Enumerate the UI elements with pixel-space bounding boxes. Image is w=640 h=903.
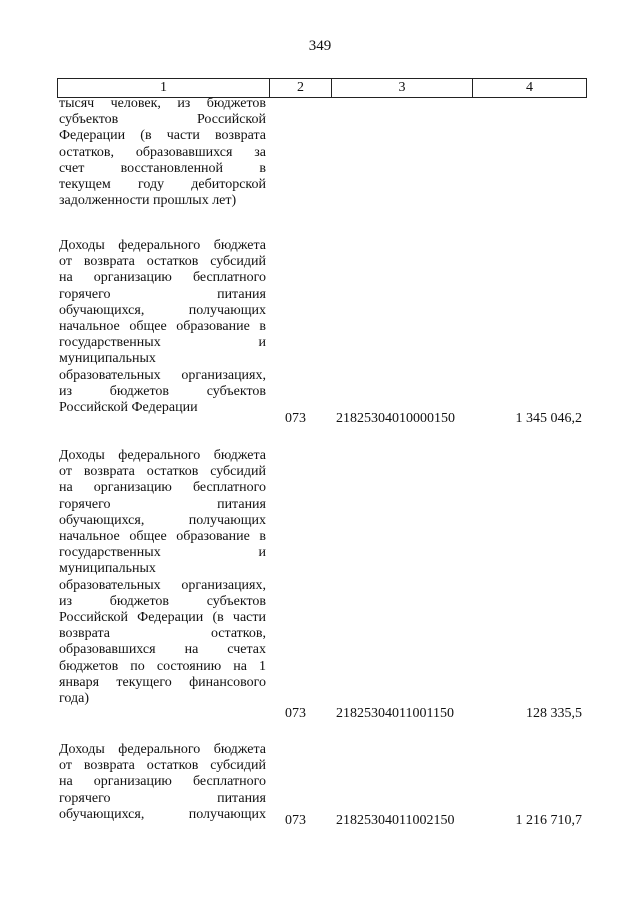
description-line: муниципальных (59, 561, 156, 577)
description-line: из бюджетов субъектов (59, 593, 266, 609)
description-line: образовавшихся на счетах (59, 642, 266, 658)
description-line: возврата остатков, (59, 626, 266, 642)
row-kbk: 21825304011002150 (336, 813, 455, 828)
description-line: обучающихся, получающих (59, 302, 266, 318)
description-line: от возврата остатков субсидий (59, 464, 266, 480)
header-col-1: 1 (58, 79, 270, 98)
row-description (59, 238, 266, 416)
description-line: субъектов Российской (59, 112, 266, 128)
row-kbk: 21825304010000150 (336, 411, 455, 426)
description-line: бюджетов по состоянию на 1 (59, 658, 266, 674)
description-line: от возврата остатков субсидий (59, 254, 266, 270)
page-number: 349 (308, 38, 332, 54)
header-col-2: 2 (270, 79, 332, 98)
description-line: на организацию бесплатного (59, 270, 266, 286)
description-line: обучающихся, получающих (59, 806, 266, 822)
description-line: текущем году дебиторской (59, 177, 266, 193)
description-line: Доходы федерального бюджета (59, 238, 266, 253)
description-line: государственных и (59, 545, 266, 561)
description-line: января текущего финансового (59, 674, 266, 690)
row-amount: 128 335,5 (526, 706, 582, 721)
row-code: 073 (285, 706, 306, 721)
description-line: обучающихся, получающих (59, 512, 266, 528)
description-line: Российской Федерации (в части (59, 610, 266, 626)
row-amount: 1 216 710,7 (515, 813, 582, 828)
row-description (59, 96, 266, 209)
header-col-4: 4 (473, 79, 587, 98)
description-line: Доходы федерального бюджета (59, 742, 266, 757)
description-line: образовательных организациях, (59, 577, 266, 593)
row-kbk: 21825304011001150 (336, 706, 454, 721)
description-line: государственных и (59, 335, 266, 351)
row-amount: 1 345 046,2 (515, 411, 582, 426)
description-line: Доходы федерального бюджета (59, 448, 266, 463)
description-line: Российской Федерации (59, 400, 198, 416)
description-line: начальное общее образование в (59, 319, 266, 335)
description-line: из бюджетов субъектов (59, 383, 266, 399)
row-code: 073 (285, 411, 306, 426)
row-description (59, 742, 266, 823)
table-header (57, 78, 587, 98)
description-line: задолженности прошлых лет) (59, 193, 237, 209)
header-col-3: 3 (332, 79, 473, 98)
description-line: образовательных организациях, (59, 367, 266, 383)
description-line: на организацию бесплатного (59, 774, 266, 790)
description-line: горячего питания (59, 790, 266, 806)
description-line: на организацию бесплатного (59, 480, 266, 496)
description-line: горячего питания (59, 286, 266, 302)
description-line: горячего питания (59, 496, 266, 512)
description-line: муниципальных (59, 351, 156, 367)
description-line: от возврата остатков субсидий (59, 758, 266, 774)
description-line: года) (59, 691, 89, 707)
description-line: Федерации (в части возврата (59, 128, 266, 144)
description-line: счет восстановленной в (59, 160, 266, 176)
description-line: начальное общее образование в (59, 529, 266, 545)
description-line: остатков, образовавшихся за (59, 144, 266, 160)
row-description (59, 448, 266, 707)
row-code: 073 (285, 813, 306, 828)
description-line: тысяч человек, из бюджетов (59, 96, 266, 111)
